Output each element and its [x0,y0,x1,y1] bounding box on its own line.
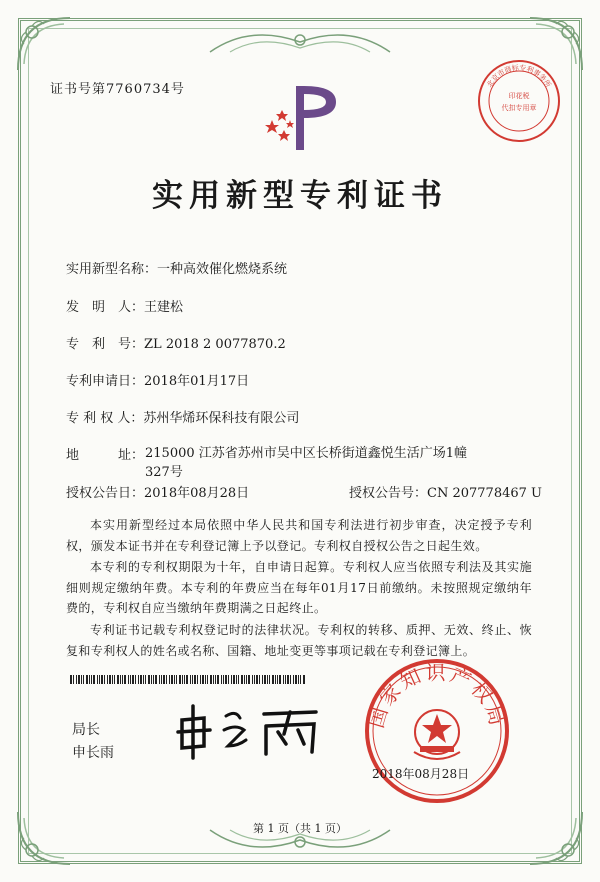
barcode-bar [293,675,294,684]
barcode-bar [194,675,196,684]
barcode-bar [231,675,232,684]
barcode-bar [86,675,88,684]
field-label: 授权公告日： [66,486,145,501]
field-value: 苏州华烯环保科技有限公司 [143,411,300,426]
barcode-bar [186,675,188,684]
field-application-date [66,370,249,389]
svg-text:北京市商标专利事务所 [485,63,553,89]
barcode-bar [272,675,274,684]
barcode-bar [91,675,92,684]
field-utility-model-name [66,258,287,277]
barcode-bar [217,675,219,684]
barcode-bar [200,675,201,684]
barcode-bar [254,675,255,684]
barcode-bar [262,675,263,684]
barcode-bar [155,675,157,684]
certificate-number: 证书号第7760734号 [50,82,185,97]
barcode-bar [233,675,235,684]
page-number: 第 1 页（共 1 页） [253,822,347,835]
field-value: ZL 2018 2 0077870.2 [144,337,286,352]
seal-date: 2018年08月28日 [372,767,470,781]
field-value: 一种高效催化燃烧系统 [157,262,288,277]
barcode-bar [151,675,152,684]
barcode [70,675,306,684]
barcode-bar [277,675,278,684]
seal-text: 国家知识产权局 [363,660,511,731]
barcode-bar [166,675,167,684]
barcode-bar [109,675,111,684]
barcode-bar [120,675,121,684]
field-inventor [66,296,183,315]
body-paragraph: 本实用新型经过本局依照中华人民共和国专利法进行初步审查，决定授予专利权，颁发本证书并在专利登记簿上予以登记。专利权自授权公告之日起生效。 [66,518,532,553]
barcode-bar [70,675,72,684]
field-label: 专利申请日： [66,374,145,389]
barcode-bar [143,675,144,684]
barcode-bar [190,675,191,684]
barcode-bar [283,675,284,684]
barcode-bar [184,675,185,684]
barcode-bar [197,675,198,684]
barcode-bar [81,675,82,684]
certificate-title: 实用新型专利证书 [152,178,448,214]
barcode-bar [259,675,260,684]
barcode-bar [267,675,268,684]
barcode-bar [290,675,291,684]
barcode-bar [246,675,247,684]
barcode-bar [300,675,301,684]
barcode-bar [78,675,80,684]
agency-seal [476,58,562,144]
official-title: 局长 [72,722,100,738]
barcode-bar [256,675,258,684]
barcode-bar [122,675,123,684]
barcode-bar [213,675,214,684]
barcode-bar [295,675,297,684]
barcode-bar [97,675,98,684]
body-paragraph: 本专利的专利权期限为十年，自申请日起算。专利权人应当依照专利法及其实施细则规定缴纳年费。本专利的年费应当在每年01月17日前缴纳。未按照规定缴纳年费的，专利权自应当缴纳年费期满之日起终止。 [66,560,532,615]
barcode-bar [132,675,134,684]
barcode-bar [107,675,108,684]
barcode-bar [169,675,170,684]
body-paragraph: 专利证书记载专利权登记时的法律状况。专利权的转移、质押、无效、终止、恢复和专利权人的姓名或名称、国籍、地址变更等事项记载在专利登记簿上。 [66,623,532,658]
field-label: 地 址： [66,448,145,463]
barcode-bar [215,675,216,684]
barcode-bar [89,675,90,684]
barcode-bar [236,675,237,684]
state-ip-office-seal [362,656,512,806]
top-ornament [200,22,400,62]
corner-ornament [526,808,586,868]
patent-office-logo [262,76,342,156]
barcode-bar [223,675,224,684]
barcode-bar [225,675,227,684]
barcode-bar [153,675,154,684]
barcode-bar [138,675,139,684]
barcode-bar [182,675,183,684]
barcode-bar [114,675,115,684]
handwritten-signature [174,700,324,760]
barcode-bar [179,675,181,684]
field-label: 授权公告号： [349,486,428,501]
barcode-bar [275,675,276,684]
field-value: 2018年01月17日 [144,374,250,389]
field-label: 专 利 号： [66,337,145,352]
barcode-bar [176,675,177,684]
barcode-bar [73,675,74,684]
barcode-bar [205,675,206,684]
barcode-bar [117,675,119,684]
field-label: 专 利 权 人： [66,411,144,426]
barcode-bar [269,675,270,684]
barcode-bar [252,675,253,684]
svg-text:印花税: 印花税 [508,92,530,100]
svg-text:代扣专用章: 代扣专用章 [501,104,537,112]
barcode-bar [192,675,193,684]
barcode-bar [248,675,250,684]
barcode-bar [210,675,212,684]
barcode-bar [76,675,77,684]
barcode-bar [228,675,229,684]
barcode-bar [163,675,165,684]
field-label: 发 明 人： [66,300,145,315]
corner-ornament [14,808,74,868]
barcode-bar [279,675,281,684]
field-value: 王建松 [144,300,184,315]
field-value: CN 207778467 U [427,486,542,501]
field-address-value: 215000 江苏省苏州市吴中区长桥街道鑫悦生活广场1幢327号 [145,446,468,480]
corner-ornament [14,14,74,74]
barcode-bar [99,675,100,684]
barcode-bar [202,675,204,684]
barcode-bar [298,675,299,684]
field-label: 实用新型名称： [66,262,158,277]
barcode-bar [238,675,239,684]
barcode-bar [174,675,175,684]
barcode-bar [171,675,173,684]
official-name: 申长雨 [72,745,114,761]
barcode-bar [303,675,305,684]
field-patent-number [66,333,286,352]
barcode-bar [128,675,129,684]
barcode-bar [221,675,222,684]
field-value: 2018年08月28日 [144,486,250,501]
barcode-bar [130,675,131,684]
barcode-bar [285,675,286,684]
barcode-bar [135,675,136,684]
barcode-bar [104,675,105,684]
barcode-bar [244,675,245,684]
barcode-bar [83,675,84,684]
barcode-bar [241,675,243,684]
barcode-bar [159,675,160,684]
field-patentee [66,407,299,426]
barcode-bar [140,675,142,684]
field-grant-number [349,482,542,501]
field-grant-date [66,482,249,501]
barcode-bar [287,675,289,684]
barcode-bar [145,675,146,684]
barcode-bar [93,675,95,684]
barcode-bar [101,675,103,684]
agency-seal-text: 北京市商标专利事务所 [485,63,553,89]
field-address-label [66,444,144,463]
barcode-bar [161,675,162,684]
barcode-bar [207,675,208,684]
barcode-bar [264,675,266,684]
barcode-bar [124,675,126,684]
barcode-bar [112,675,113,684]
barcode-bar [148,675,150,684]
